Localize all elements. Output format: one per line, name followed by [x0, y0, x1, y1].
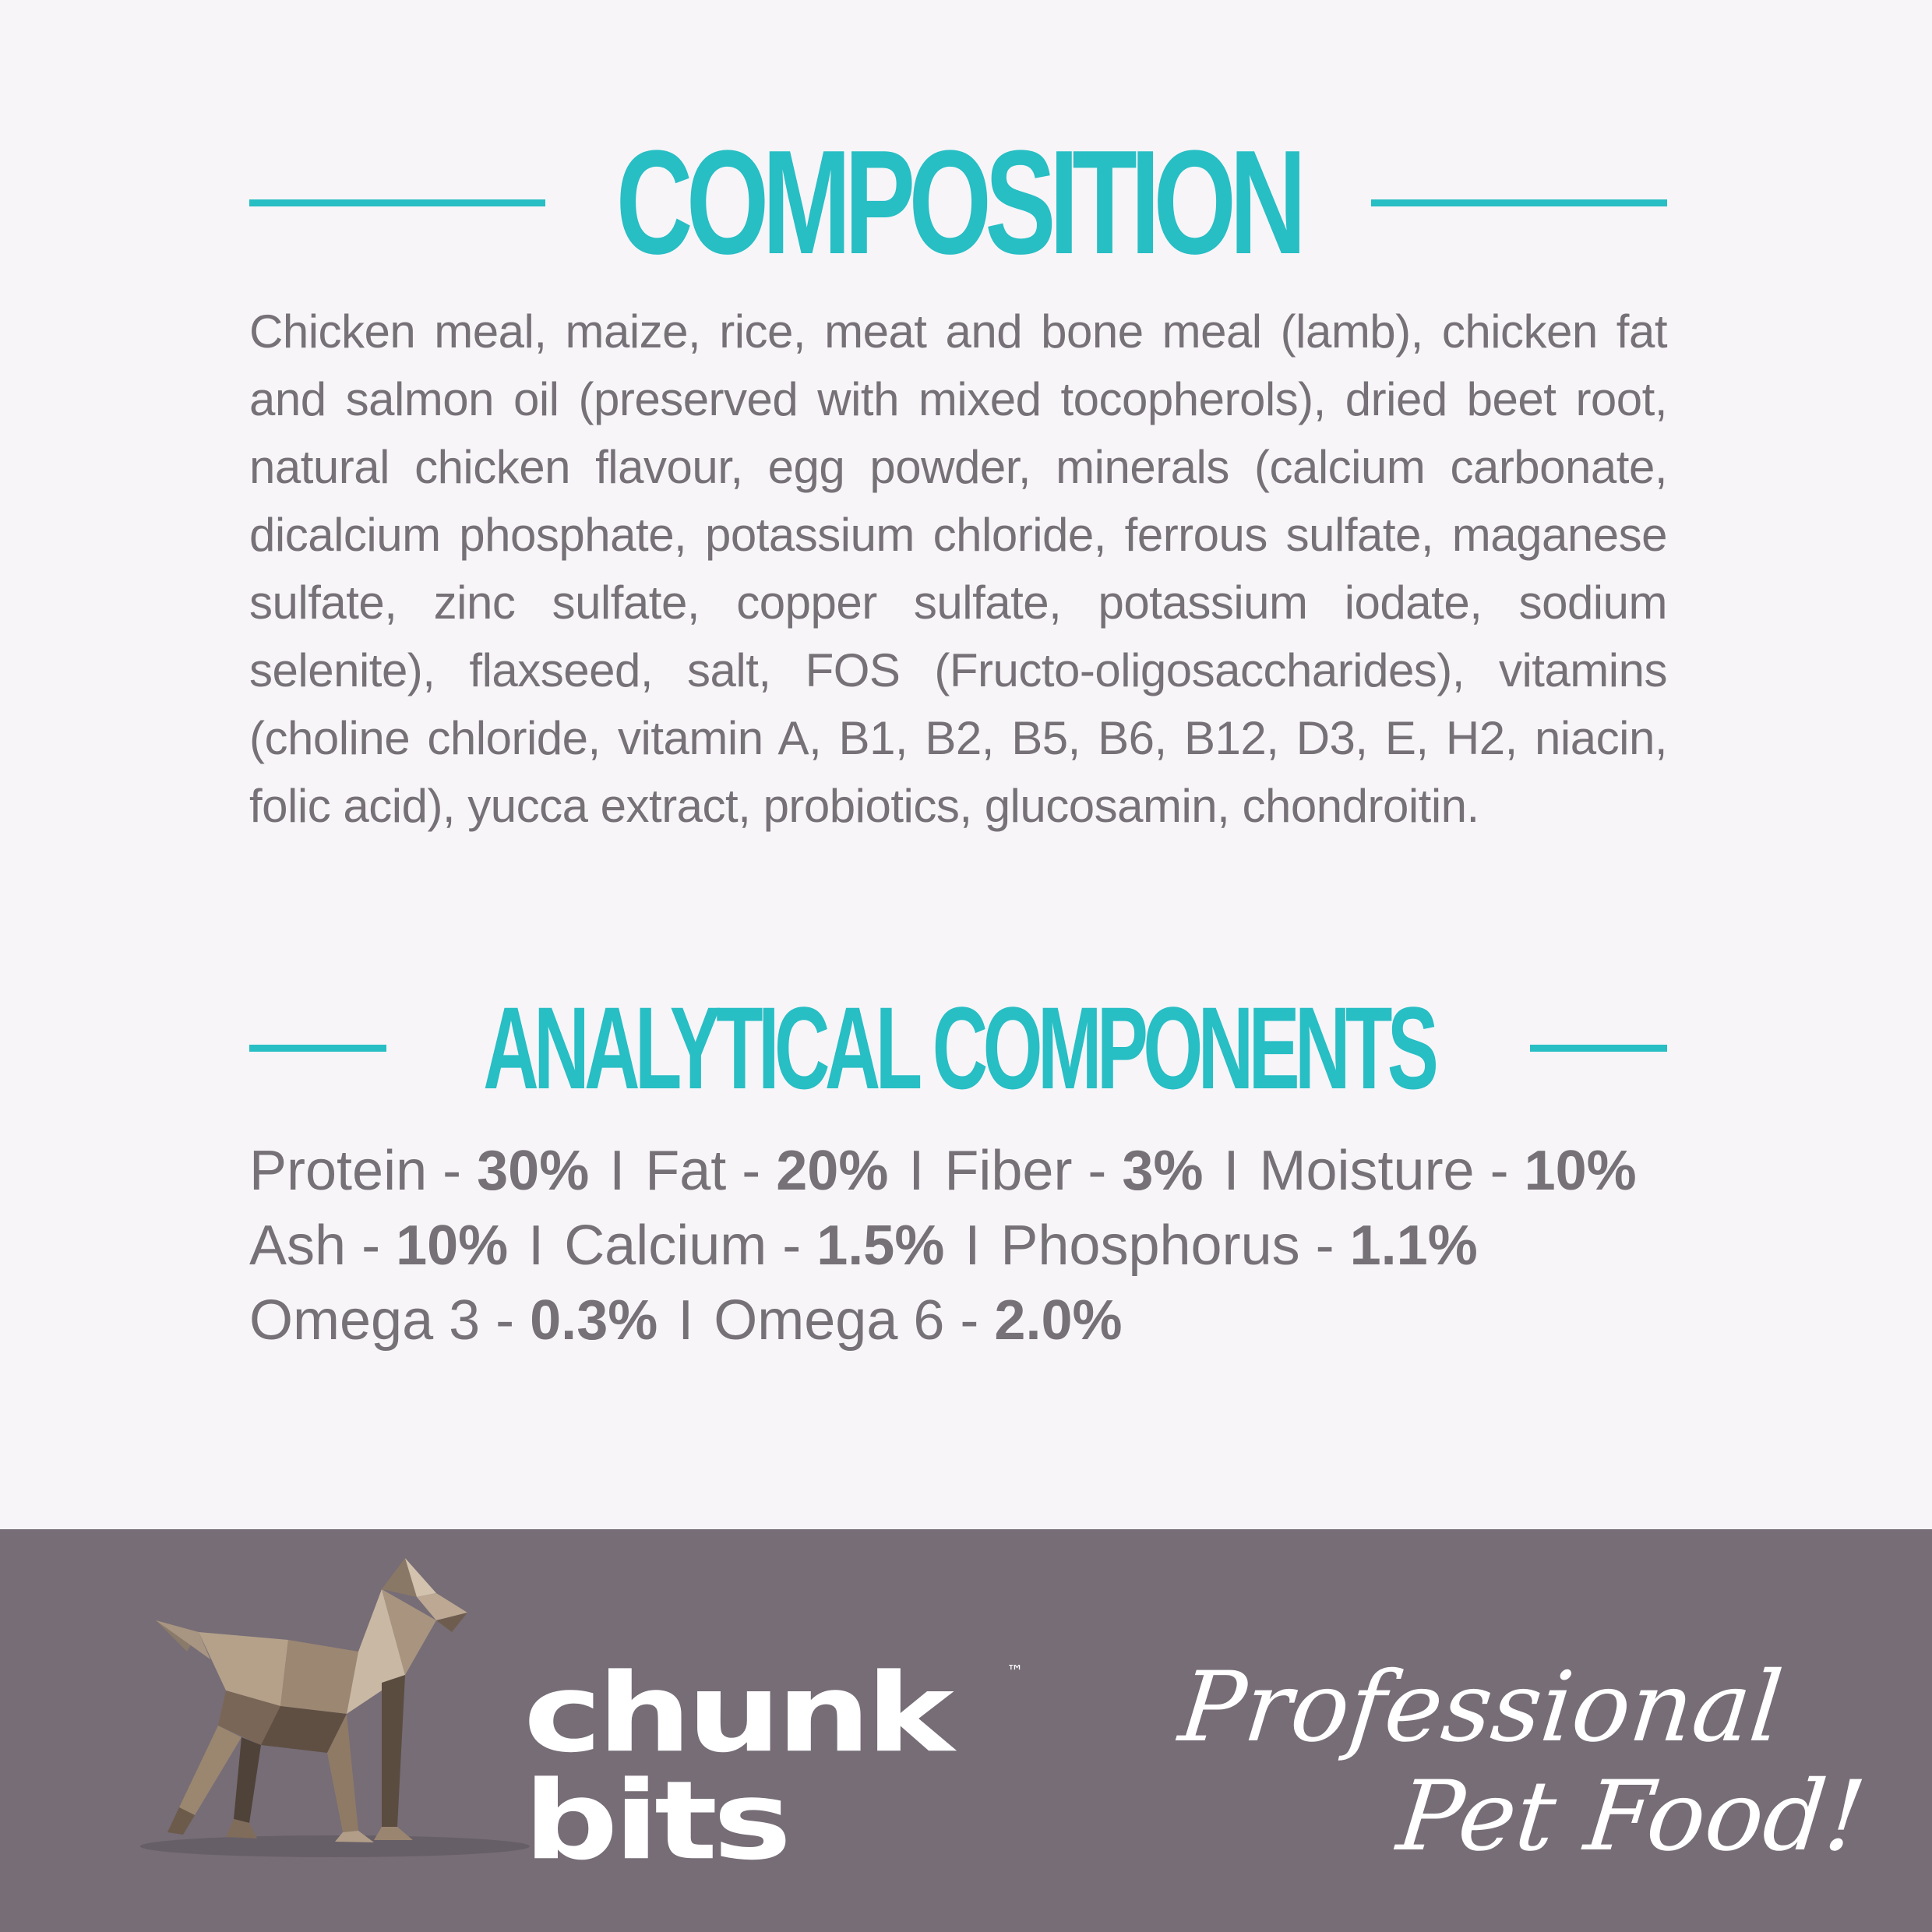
origami-dog-icon: [125, 1558, 561, 1870]
nutrient-value: 30%: [477, 1140, 590, 1202]
nutrient-value: 1.1%: [1349, 1215, 1478, 1277]
nutrient-name: Phosphorus -: [1000, 1215, 1350, 1277]
nutrient-separator: I: [528, 1215, 545, 1277]
nutrient-item: [1000, 1215, 1477, 1277]
nutrient-separator: I: [609, 1140, 626, 1202]
brand-name-line2: bits: [524, 1757, 788, 1884]
nutrient-item: [645, 1140, 888, 1202]
composition-ingredients: Chicken meal, maize, rice, meat and bone meal (lamb), chicken fat and salmon oil (preserved with mixed tocopherols), dried beet root, natural chicken flavour, egg powder, minerals (calcium carbonate, dicalcium phosphate, potassium chloride, ferrous sulfate, maganese sulfate, zinc sulfate, copper sulfate, potassium iodate, sodium selenite), flaxseed, salt, FOS (Fructo-oligosaccharides), vitamins (choline chloride, vitamin A, B1, B2, B5, B6, B12, D3, E, H2, niacin, folic acid), yucca extract, probiotics, glucosamin, chondroitin.: [249, 305, 1667, 832]
heading-rule-right: [1530, 1045, 1667, 1052]
brand-logo: [524, 1650, 1024, 1899]
nutrient-separator: I: [964, 1215, 981, 1277]
nutrient-item: [1260, 1140, 1637, 1202]
nutrient-line: [249, 1133, 1675, 1208]
nutrient-value: 1.5%: [816, 1215, 945, 1277]
trademark-symbol: ™: [1007, 1662, 1024, 1682]
nutrient-line: [249, 1283, 1675, 1358]
nutrient-name: Calcium -: [564, 1215, 817, 1277]
nutrient-value: 10%: [1524, 1140, 1637, 1202]
heading-rule-left: [249, 199, 545, 206]
nutrient-item: [714, 1289, 1122, 1352]
composition-title: COMPOSITION: [616, 120, 1300, 285]
brand-name-line1: chunk: [524, 1650, 950, 1777]
tagline-line2: Pet Food!: [1392, 1761, 1870, 1873]
analytical-values: [249, 1133, 1675, 1358]
nutrient-value: 20%: [776, 1140, 889, 1202]
nutrient-line: [249, 1208, 1675, 1283]
nutrient-name: Ash -: [249, 1215, 397, 1277]
nutrient-item: [249, 1140, 589, 1202]
nutrient-name: Fiber -: [944, 1140, 1123, 1202]
nutrient-item: [249, 1289, 658, 1352]
nutrient-separator: I: [1223, 1140, 1239, 1202]
nutrient-name: Moisture -: [1259, 1140, 1525, 1202]
analytical-title: ANALYTICAL COMPONENTS: [483, 982, 1434, 1113]
nutrient-name: Omega 3 -: [249, 1289, 531, 1352]
nutrient-separator: I: [678, 1289, 694, 1352]
heading-rule-right: [1371, 199, 1667, 206]
composition-heading: [249, 117, 1667, 288]
nutrient-value: 3%: [1122, 1140, 1204, 1202]
analytical-heading: [249, 982, 1667, 1114]
heading-rule-left: [249, 1045, 386, 1052]
nutrient-separator: I: [908, 1140, 925, 1202]
tagline-line1: Professional: [1174, 1652, 1788, 1764]
nutrient-value: 10%: [396, 1215, 509, 1277]
nutrient-item: [944, 1140, 1203, 1202]
nutrient-item: [249, 1215, 508, 1277]
nutrient-value: 2.0%: [994, 1289, 1123, 1352]
nutrient-name: Omega 6 -: [714, 1289, 995, 1352]
nutrient-name: Protein -: [249, 1140, 478, 1202]
nutrient-value: 0.3%: [530, 1289, 658, 1352]
nutrient-name: Fat -: [645, 1140, 777, 1202]
nutrient-item: [564, 1215, 944, 1277]
